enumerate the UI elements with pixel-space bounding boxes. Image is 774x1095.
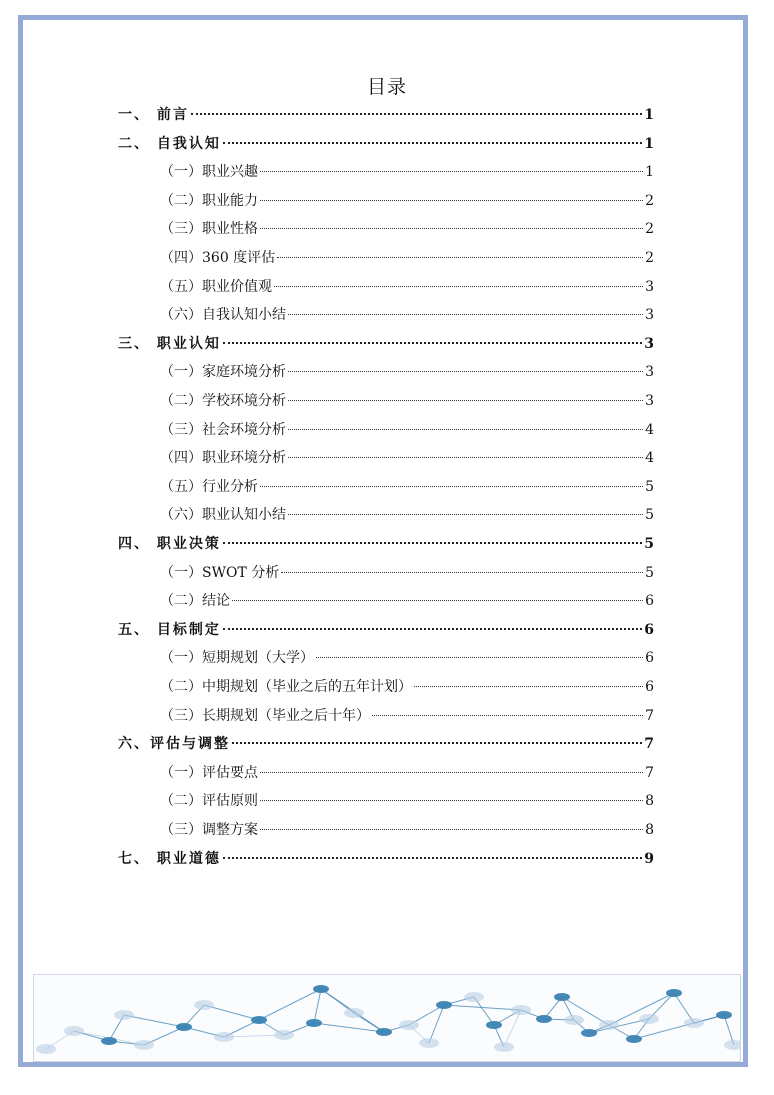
toc-chapter-entry[interactable] bbox=[118, 530, 654, 558]
dot-leader bbox=[223, 628, 642, 630]
dot-leader bbox=[372, 715, 643, 716]
toc-section-entry[interactable] bbox=[160, 444, 654, 472]
dot-leader bbox=[191, 113, 642, 115]
network-node bbox=[494, 1042, 514, 1052]
toc-row[interactable] bbox=[0, 358, 774, 386]
toc-page-number: 6 bbox=[645, 593, 654, 610]
network-node bbox=[626, 1035, 642, 1043]
dot-leader bbox=[281, 572, 643, 573]
network-node bbox=[684, 1018, 704, 1028]
dot-leader bbox=[260, 200, 643, 201]
dot-leader bbox=[277, 257, 643, 258]
network-node bbox=[666, 989, 682, 997]
toc-entry-label: （一）短期规划（大学） bbox=[160, 650, 314, 667]
toc-row[interactable] bbox=[0, 187, 774, 215]
toc-entry-label: （一）职业兴趣 bbox=[160, 164, 258, 181]
network-node bbox=[114, 1010, 134, 1020]
toc-section-entry[interactable] bbox=[160, 244, 654, 272]
toc-section-entry[interactable] bbox=[160, 473, 654, 501]
toc-section-entry[interactable] bbox=[160, 358, 654, 386]
toc-chapter-entry[interactable] bbox=[118, 101, 654, 129]
dot-leader bbox=[232, 742, 642, 744]
toc-row[interactable] bbox=[0, 387, 774, 415]
toc-row[interactable] bbox=[0, 816, 774, 844]
toc-section-entry[interactable] bbox=[160, 644, 654, 672]
toc-entry-label: 六、评估与调整 bbox=[118, 736, 230, 753]
network-node bbox=[64, 1026, 84, 1036]
table-of-contents bbox=[0, 101, 774, 871]
network-node bbox=[214, 1032, 234, 1042]
dot-leader bbox=[288, 371, 643, 372]
toc-entry-label: （六）职业认知小结 bbox=[160, 507, 286, 524]
dot-leader bbox=[288, 457, 643, 458]
toc-page-number: 8 bbox=[645, 822, 654, 838]
network-node bbox=[554, 993, 570, 1001]
toc-row[interactable] bbox=[0, 244, 774, 272]
toc-row[interactable] bbox=[0, 101, 774, 129]
network-node bbox=[536, 1015, 552, 1023]
toc-page-number: 6 bbox=[644, 621, 654, 638]
toc-section-entry[interactable] bbox=[160, 215, 654, 243]
toc-page-number: 3 bbox=[645, 278, 654, 295]
toc-chapter-entry[interactable] bbox=[118, 845, 654, 873]
dot-leader bbox=[223, 142, 642, 144]
network-node bbox=[399, 1020, 419, 1030]
toc-row[interactable] bbox=[0, 273, 774, 301]
toc-row[interactable] bbox=[0, 616, 774, 644]
network-node bbox=[564, 1015, 584, 1025]
toc-row[interactable] bbox=[0, 301, 774, 329]
network-node bbox=[306, 1019, 322, 1027]
toc-page-number: 3 bbox=[645, 393, 654, 409]
toc-page-number: 5 bbox=[644, 536, 654, 552]
toc-section-entry[interactable] bbox=[160, 387, 654, 415]
toc-page-number: 7 bbox=[645, 764, 654, 781]
dot-leader bbox=[288, 314, 643, 315]
toc-title: 目录 bbox=[366, 76, 407, 98]
toc-row[interactable] bbox=[0, 787, 774, 815]
toc-entry-label: （一）SWOT 分析 bbox=[160, 564, 280, 581]
network-node bbox=[436, 1001, 452, 1009]
toc-section-entry[interactable] bbox=[160, 158, 654, 186]
toc-row[interactable] bbox=[0, 702, 774, 730]
network-node bbox=[194, 1000, 214, 1010]
dot-leader bbox=[414, 686, 643, 687]
toc-section-entry[interactable] bbox=[160, 187, 654, 215]
dot-leader bbox=[260, 829, 643, 830]
network-graphic bbox=[34, 975, 740, 1061]
toc-entry-label: 五、 目标制定 bbox=[118, 621, 221, 638]
toc-page-number: 3 bbox=[644, 335, 654, 352]
toc-row[interactable] bbox=[0, 644, 774, 672]
dot-leader bbox=[223, 857, 642, 859]
toc-row[interactable] bbox=[0, 130, 774, 158]
network-node bbox=[251, 1016, 267, 1024]
toc-entry-label: （一）评估要点 bbox=[160, 764, 258, 781]
toc-section-entry[interactable] bbox=[160, 587, 654, 615]
toc-row[interactable] bbox=[0, 501, 774, 529]
toc-page-number: 6 bbox=[645, 650, 654, 667]
toc-page-number: 5 bbox=[645, 478, 654, 495]
dot-leader bbox=[274, 286, 643, 287]
toc-row[interactable] bbox=[0, 416, 774, 444]
toc-chapter-entry[interactable] bbox=[118, 616, 654, 644]
network-node bbox=[376, 1028, 392, 1036]
toc-row[interactable] bbox=[0, 330, 774, 358]
toc-entry-label: （三）社会环境分析 bbox=[160, 421, 286, 438]
toc-entry-label: （二）结论 bbox=[160, 593, 230, 610]
toc-page-number: 1 bbox=[645, 164, 654, 181]
network-node bbox=[639, 1014, 659, 1024]
toc-chapter-entry[interactable] bbox=[118, 130, 654, 158]
network-node bbox=[724, 1040, 740, 1050]
network-link bbox=[259, 989, 321, 1020]
network-node bbox=[101, 1037, 117, 1045]
network-node bbox=[599, 1020, 619, 1030]
network-node bbox=[274, 1030, 294, 1040]
dot-leader bbox=[260, 171, 643, 172]
toc-entry-label: （五）行业分析 bbox=[160, 478, 258, 495]
toc-row[interactable] bbox=[0, 530, 774, 558]
toc-page-number: 3 bbox=[645, 364, 654, 381]
toc-entry-label: 一、 前言 bbox=[118, 107, 189, 123]
network-node bbox=[486, 1021, 502, 1029]
toc-row[interactable] bbox=[0, 759, 774, 787]
toc-section-entry[interactable] bbox=[160, 759, 654, 787]
network-node bbox=[134, 1040, 154, 1050]
network-link bbox=[429, 1005, 444, 1043]
network-link bbox=[314, 989, 321, 1023]
toc-chapter-entry[interactable] bbox=[118, 330, 654, 358]
toc-page-number: 7 bbox=[645, 707, 654, 724]
dot-leader bbox=[288, 429, 643, 430]
toc-page-number: 5 bbox=[645, 507, 654, 524]
toc-row[interactable] bbox=[0, 845, 774, 873]
toc-row[interactable] bbox=[0, 559, 774, 587]
toc-page-number: 8 bbox=[645, 793, 654, 810]
network-node bbox=[419, 1038, 439, 1048]
toc-row[interactable] bbox=[0, 587, 774, 615]
toc-section-entry[interactable] bbox=[160, 301, 654, 329]
toc-entry-label: 四、 职业决策 bbox=[118, 536, 221, 552]
toc-entry-label: （三）长期规划（毕业之后十年） bbox=[160, 707, 370, 724]
toc-entry-label: （四）360 度评估 bbox=[160, 250, 276, 266]
toc-entry-label: （四）职业环境分析 bbox=[160, 450, 286, 467]
network-banner-image bbox=[33, 974, 741, 1062]
dot-leader bbox=[288, 514, 643, 515]
toc-entry-label: 七、 职业道德 bbox=[118, 850, 221, 867]
toc-row[interactable] bbox=[0, 730, 774, 758]
toc-entry-label: （二）中期规划（毕业之后的五年计划） bbox=[160, 679, 412, 695]
dot-leader bbox=[260, 800, 643, 801]
toc-page-number: 6 bbox=[645, 679, 654, 695]
toc-entry-label: （六）自我认知小结 bbox=[160, 307, 286, 324]
network-node bbox=[176, 1023, 192, 1031]
toc-row[interactable] bbox=[0, 158, 774, 186]
toc-section-entry[interactable] bbox=[160, 501, 654, 529]
toc-entry-label: （一）家庭环境分析 bbox=[160, 364, 286, 381]
toc-row[interactable] bbox=[0, 473, 774, 501]
network-link bbox=[504, 1010, 521, 1047]
dot-leader bbox=[316, 657, 643, 658]
toc-section-entry[interactable] bbox=[160, 816, 654, 844]
toc-section-entry[interactable] bbox=[160, 702, 654, 730]
toc-entry-label: 三、 职业认知 bbox=[118, 335, 221, 352]
toc-row[interactable] bbox=[0, 444, 774, 472]
toc-section-entry[interactable] bbox=[160, 273, 654, 301]
toc-entry-label: （二）职业能力 bbox=[160, 192, 258, 209]
toc-section-entry[interactable] bbox=[160, 673, 654, 701]
toc-page-number: 1 bbox=[644, 107, 654, 123]
toc-entry-label: （三）职业性格 bbox=[160, 221, 258, 238]
toc-entry-label: （二）评估原则 bbox=[160, 793, 258, 810]
toc-section-entry[interactable] bbox=[160, 559, 654, 587]
toc-row[interactable] bbox=[0, 215, 774, 243]
toc-section-entry[interactable] bbox=[160, 416, 654, 444]
toc-page-number: 3 bbox=[645, 307, 654, 324]
toc-chapter-entry[interactable] bbox=[118, 730, 654, 758]
toc-entry-label: 二、 自我认知 bbox=[118, 135, 221, 152]
toc-row[interactable] bbox=[0, 673, 774, 701]
toc-page-number: 5 bbox=[645, 564, 654, 581]
toc-entry-label: （五）职业价值观 bbox=[160, 278, 272, 295]
network-node bbox=[344, 1008, 364, 1018]
toc-page-number: 1 bbox=[644, 135, 654, 152]
toc-page-number: 4 bbox=[645, 421, 654, 438]
toc-page-number: 9 bbox=[644, 850, 654, 867]
dot-leader bbox=[260, 772, 643, 773]
dot-leader bbox=[260, 228, 643, 229]
dot-leader bbox=[232, 600, 643, 601]
network-node bbox=[464, 992, 484, 1002]
toc-page-number: 7 bbox=[644, 736, 654, 753]
dot-leader bbox=[223, 342, 642, 344]
toc-entry-label: （三）调整方案 bbox=[160, 822, 258, 838]
network-node bbox=[313, 985, 329, 993]
dot-leader bbox=[223, 542, 642, 544]
network-node bbox=[36, 1044, 56, 1054]
network-node bbox=[511, 1005, 531, 1015]
toc-entry-label: （二）学校环境分析 bbox=[160, 393, 286, 409]
dot-leader bbox=[260, 486, 643, 487]
toc-page-number: 2 bbox=[645, 250, 654, 266]
toc-section-entry[interactable] bbox=[160, 787, 654, 815]
toc-page-number: 2 bbox=[645, 221, 654, 238]
toc-page-number: 2 bbox=[645, 192, 654, 209]
dot-leader bbox=[288, 400, 643, 401]
network-node bbox=[581, 1029, 597, 1037]
toc-page-number: 4 bbox=[645, 450, 654, 467]
network-node bbox=[716, 1011, 732, 1019]
